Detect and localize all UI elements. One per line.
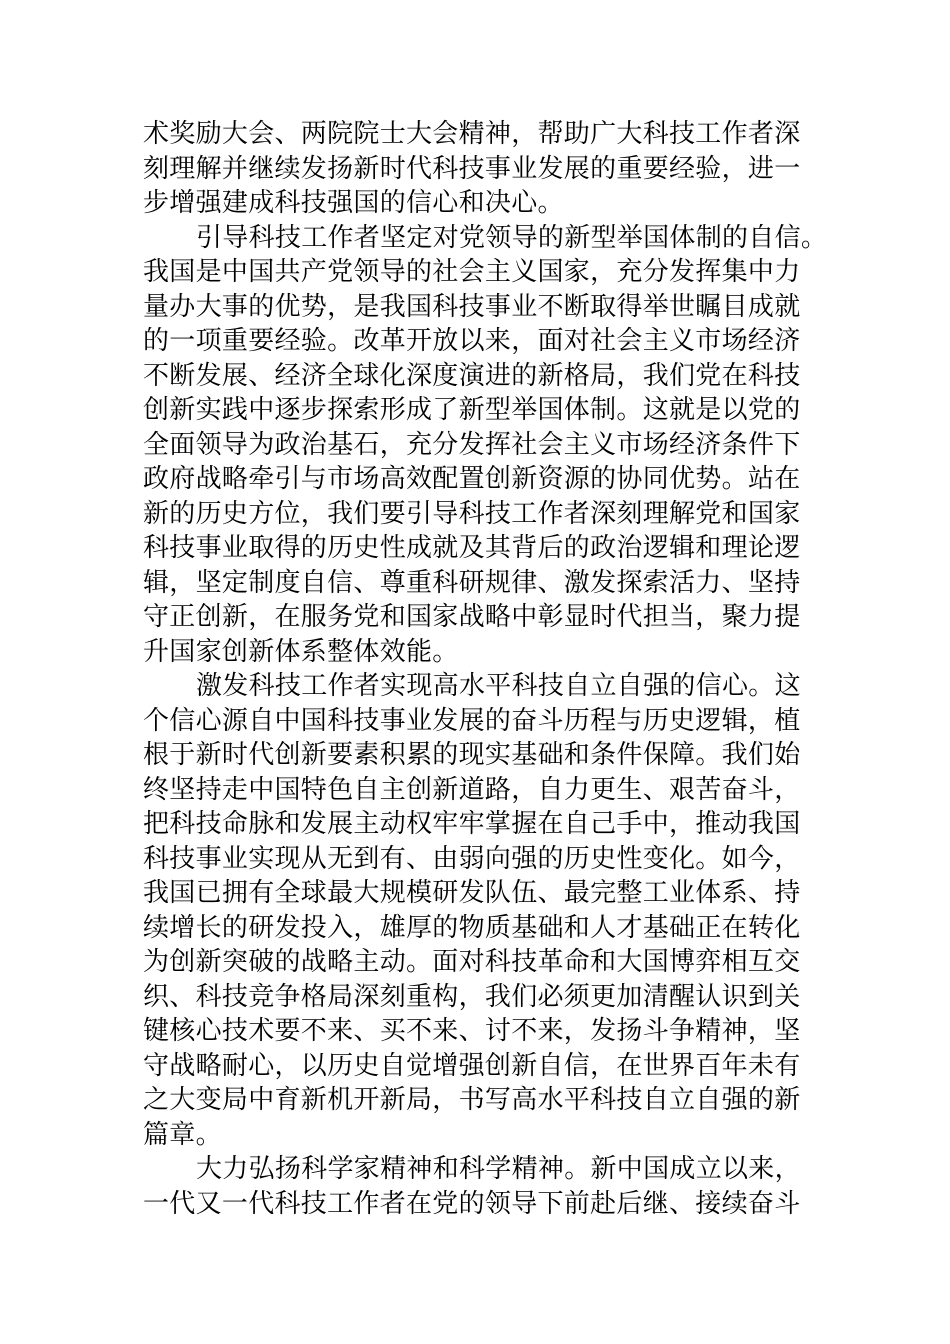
text-line: 新的历史方位，我们要引导科技工作者深刻理解党和国家 <box>143 498 801 529</box>
text-line: 之大变局中育新机开新局，书写高水平科技自立自强的新 <box>143 1085 801 1115</box>
body-text <box>143 117 828 1221</box>
text-line: 创新实践中逐步探索形成了新型举国体制。这就是以党的 <box>143 395 801 425</box>
text-line: 量办大事的优势，是我国科技事业不断取得举世瞩目成就 <box>143 291 801 322</box>
text-line: 的一项重要经验。改革开放以来，面对社会主义市场经济 <box>143 326 801 356</box>
text-line: 政府战略牵引与市场高效配置创新资源的协同优势。站在 <box>143 464 801 494</box>
text-line: 个信心源自中国科技事业发展的奋斗历程与历史逻辑，植 <box>143 705 801 736</box>
text-line: 全面领导为政治基石，充分发挥社会主义市场经济条件下 <box>143 429 801 460</box>
paragraph-first-line: 大力弘扬科学家精神和科学精神。新中国成立以来， <box>196 1154 801 1184</box>
text-line: 为创新突破的战略主动。面对科技革命和大国博弈相互交 <box>143 947 801 977</box>
text-line: 篇章。 <box>143 1119 222 1150</box>
text-line: 科技事业实现从无到有、由弱向强的历史性变化。如今， <box>143 843 801 874</box>
paragraph-first-line: 激发科技工作者实现高水平科技自立自强的信心。这 <box>196 671 801 701</box>
text-line: 键核心技术要不来、买不来、讨不来，发扬斗争精神，坚 <box>143 1016 801 1046</box>
text-line: 术奖励大会、两院院士大会精神，帮助广大科技工作者深 <box>143 119 801 149</box>
text-line: 辑，坚定制度自信、尊重科研规律、激发探索活力、坚持 <box>143 567 801 598</box>
text-line: 不断发展、经济全球化深度演进的新格局，我们党在科技 <box>143 360 801 391</box>
text-line: 我国已拥有全球最大规模研发队伍、最完整工业体系、持 <box>143 878 801 908</box>
text-line: 根于新时代创新要素积累的现实基础和条件保障。我们始 <box>143 740 801 770</box>
paragraph-first-line: 引导科技工作者坚定对党领导的新型举国体制的自信。 <box>196 222 828 253</box>
text-line: 科技事业取得的历史性成就及其背后的政治逻辑和理论逻 <box>143 533 801 563</box>
text-line: 守正创新，在服务党和国家战略中彰显时代担当，聚力提 <box>143 602 801 632</box>
text-line: 一代又一代科技工作者在党的领导下前赴后继、接续奋斗 <box>143 1188 801 1219</box>
text-line: 织、科技竞争格局深刻重构，我们必须更加清醒认识到关 <box>143 981 801 1012</box>
text-line: 升国家创新体系整体效能。 <box>143 636 459 667</box>
text-line: 把科技命脉和发展主动权牢牢掌握在自己手中，推动我国 <box>143 809 801 839</box>
text-line: 续增长的研发投入，雄厚的物质基础和人才基础正在转化 <box>143 912 801 943</box>
text-line: 我国是中国共产党领导的社会主义国家，充分发挥集中力 <box>143 257 801 287</box>
text-line: 步增强建成科技强国的信心和决心。 <box>143 188 564 218</box>
text-line: 守战略耐心，以历史自觉增强创新自信，在世界百年未有 <box>143 1050 801 1081</box>
text-line: 刻理解并继续发扬新时代科技事业发展的重要经验，进一 <box>143 153 801 184</box>
text-line: 终坚持走中国特色自主创新道路，自力更生、艰苦奋斗， <box>143 774 801 805</box>
